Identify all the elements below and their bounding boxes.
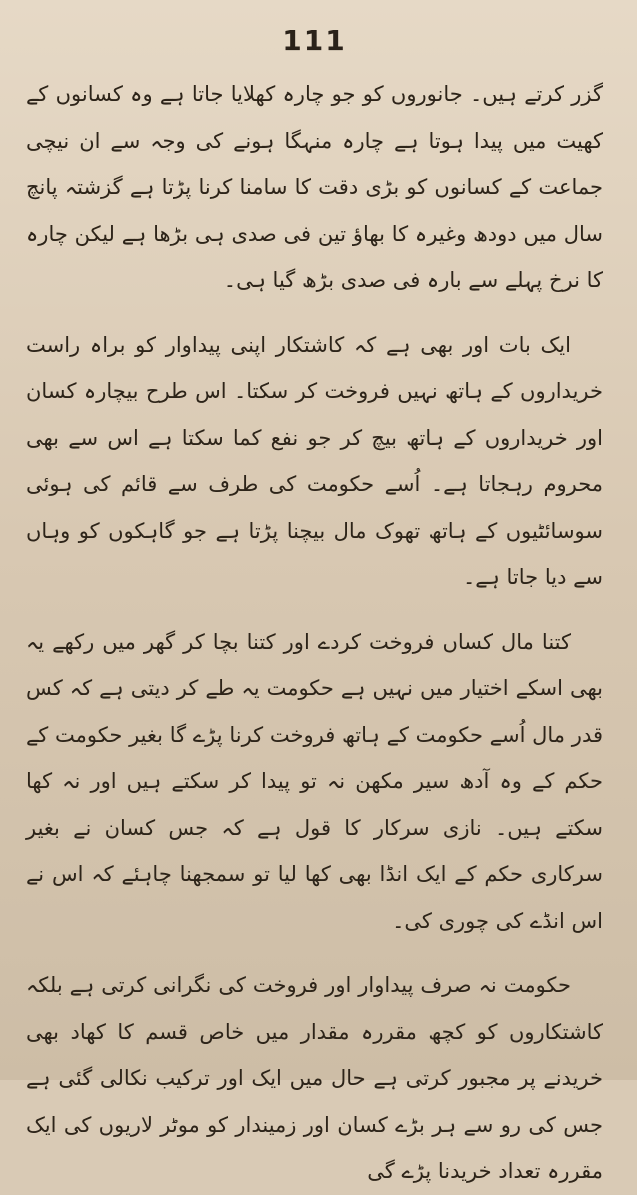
paragraph-4: حکومت نہ صرف پیداوار اور فروخت کی نگرانی کرتی ہے بلکہ کاشتکاروں کو کچھ مقررہ مقدار میں خاص قسم کا کھاد بھی خریدنے پر مجبور کرتی ہے حال میں ایک اور ترکیب نکالی گئی ہے جس کی رو سے ہر بڑے کسان اور زمیندار کو موٹر لاریوں کی ایک مقررہ تعداد خریدنا پڑے گی <box>26 973 603 1183</box>
paragraph-1: گزر کرتے ہیں۔ جانوروں کو جو چارہ کھلایا جاتا ہے وہ کسانوں کے کھیت میں پیدا ہوتا ہے چارہ منہگا ہونے کی وجہ سے ان نیچی جماعت کے کسانوں کو بڑی دقت کا سامنا کرنا پڑتا ہے گزشتہ پانچ سال میں دودھ وغیرہ کا بھاؤ تین فی صدی ہی بڑھا ہے لیکن چارہ کا نرخ پہلے سے بارہ فی صدی بڑھ گیا ہی۔ <box>26 82 603 292</box>
page-number: 111 <box>282 24 347 57</box>
body-text <box>26 71 603 1195</box>
paragraph-2: ایک بات اور بھی ہے کہ کاشتکار اپنی پیداوار کو براہ راست خریداروں کے ہاتھ نہیں فروخت کر سکتا۔ اس طرح بیچارہ کسان اور خریداروں کے ہاتھ بیچ کر جو نفع کما سکتا ہے اس سے بھی محروم رہجاتا ہے۔ اُسے حکومت کی طرف سے قائم کی ہوئی سوسائٹیوں کے ہاتھ تھوک مال بیچنا پڑتا ہے جو گاہکوں کو وہاں سے دیا جاتا ہے۔ <box>26 332 603 589</box>
paragraph-3: کتنا مال کساں فروخت کردے اور کتنا بچا کر گھر میں رکھے یہ بھی اسکے اختیار میں نہیں ہے حکومت یہ طے کر دیتی ہے کہ کس قدر مال اُسے حکومت کے ہاتھ فروخت کرنا پڑے گا بغیر حکومت کے حکم کے وہ آدھ سیر مکھن نہ تو پیدا کر سکتے ہیں اور نہ کھا سکتے ہیں۔ نازی سرکار کا قول ہے کہ جس کسان نے بغیر سرکاری حکم کے ایک انڈا بھی کھا لیا تو سمجھنا چاہئے کہ اس نے اس انڈے کی چوری کی۔ <box>26 629 603 933</box>
